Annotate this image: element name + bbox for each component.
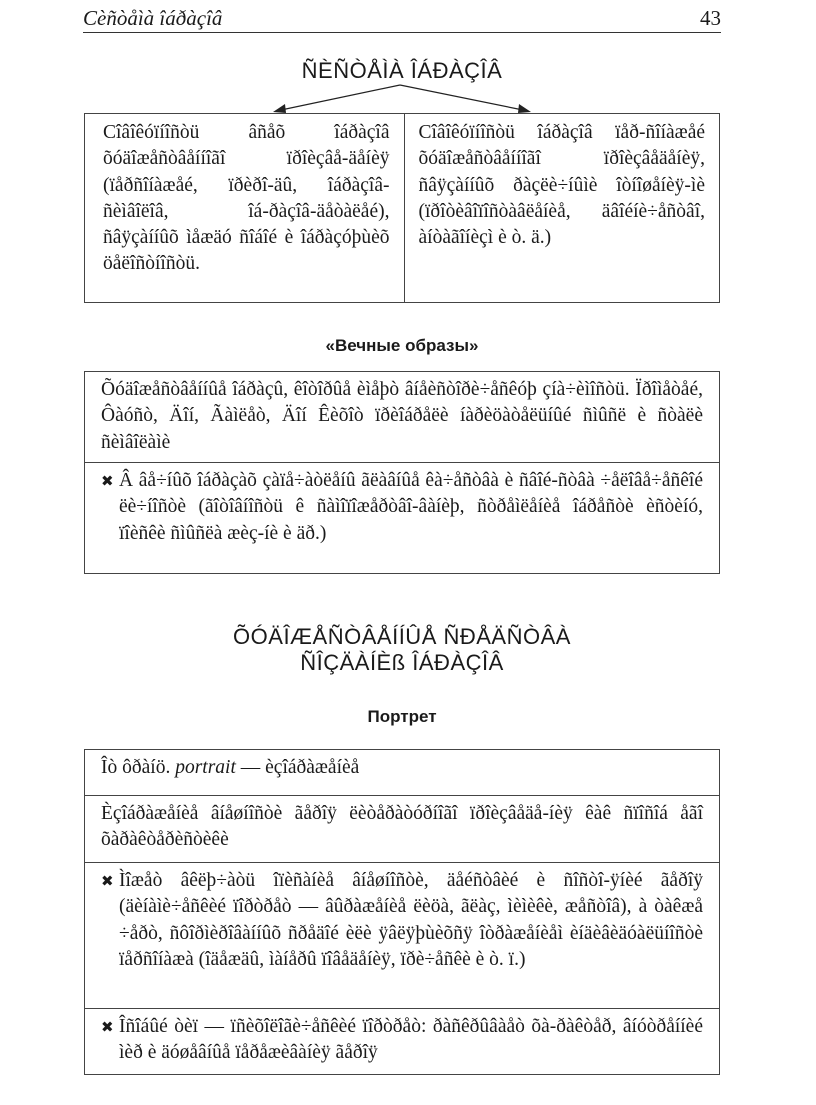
section-title-means-line1: ÕÓÄÎÆÅÑÒÂÅÍÍÛÅ ÑÐÅÄÑÒÂÀ	[233, 624, 571, 649]
page-number: 43	[700, 6, 721, 30]
section-title-means-line2: ÑÎÇÄÀÍÈß ÎÁÐÀÇÎÂ	[300, 650, 504, 675]
portrait-table	[84, 749, 720, 1075]
cross-bullet-icon: ✖	[101, 1018, 114, 1036]
definition-all-images: Cîâîêóïíîñòü âñåõ îáðàçîâ õóäîæåñòâåííîãî ïðîèçâå-äåíèÿ (ïåðñîíàæåé, ïðèðî-äû, îáðàçîâ-ñèìâîëîâ, îá-ðàçîâ-äåòàëåé), ñâÿçàííûõ ìåæäó ñîáîé è îáðàçóþùèõ öåëîñòíîñòü.	[103, 122, 390, 275]
section-title-image-system: ÑÈÑÒÅÌÀ ÎÁÐÀÇÎÂ	[301, 58, 503, 83]
section-title-eternal-images: «Вечные образы»	[325, 336, 479, 355]
eternal-images-table	[84, 371, 720, 574]
portrait-etymology: Îò ôðàíö. portrait — èçîáðàæåíèå	[101, 757, 360, 778]
eternal-images-definition: Õóäîæåñòâåííûå îáðàçû, êîòîðûå èìåþò âíåèñòîðè÷åñêóþ çíà÷èìîñòü. Ïðîìåòåé, Ôàóñò, Äîí, Ãàìëåò, Äîí Êèõîò ïðèîáðåëè íàðèöàòåëüíûé ñìûñë è ñòàëè ñèìâîëàìè	[101, 379, 703, 453]
branch-arrows-icon	[83, 80, 721, 116]
cross-bullet-icon: ✖	[101, 872, 114, 890]
image-system-definitions-table	[84, 113, 720, 303]
running-title: Cèñòåìà îáðàçîâ	[83, 6, 223, 30]
portrait-definition: Èçîáðàæåíèå âíåøíîñòè ãåðîÿ ëèòåðàòóðíîãî ïðîèçâåäå-íèÿ êàê ñïîñîá åãî õàðàêòåðèñòèêè	[85, 795, 719, 862]
definition-character-images: Cîâîêóïíîñòü îáðàçîâ ïåð-ñîíàæåé õóäîæåñòâåííîãî ïðîèçâåäåíèÿ, ñâÿçàííûõ ðàçëè÷íûìè îòíîøåíèÿ-ìè (ïðîòèâîïîñòàâëåíèå, äâîéíè÷åñòâî, àíòàãîíèçì è ò. ä.)	[404, 114, 720, 302]
etymology-word: portrait	[175, 757, 236, 778]
portrait-bullet-1: ✖ Ìîæåò âêëþ÷àòü îïèñàíèå âíåøíîñòè, äåéñòâèé è ñîñòî-ÿíèé ãåðîÿ (äèíàìè÷åñêèé ïîðòðåò — âûðàæåíèå ëèöà, ãëàç, ìèìèêè, æåñòîâ), à òàêæå ÷åðò, ñôîðìèðîâàííûõ ñðåäîé èëè ÿâëÿþùèõñÿ îòðàæåíèåì èíäèâèäóàëüíîñòè ïåðñîíàæà (îäåæäû, ìàíåðû ïîâåäåíèÿ, ïðè÷åñêè è ò. ï.)	[85, 862, 719, 1008]
portrait-bullet-2: ✖ Îñîáûé òèï — ïñèõîëîãè÷åñêèé ïîðòðåò: ðàñêðûâàåò õà-ðàêòåð, âíóòðåííèé ìèð è äóøåâíûå ïåðåæèâàíèÿ ãåðîÿ	[85, 1008, 719, 1073]
eternal-images-bullet: ✖ Â âå÷íûõ îáðàçàõ çàïå÷àòëåíû ãëàâíûå êà÷åñòâà è ñâîé-ñòâà ÷åëîâå÷åñêîé ëè÷íîñòè (ãîòîâíîñòü ê ñàìîïîæåðòâî-âàíèþ, ñòðåìëåíèå îáðåñòè èñòèíó, ïîèñêè ñìûñëà æèç-íè è äð.)	[85, 462, 719, 553]
cross-bullet-icon: ✖	[101, 472, 114, 490]
subsection-title-portrait: Портрет	[367, 707, 437, 726]
page-header	[83, 4, 721, 33]
